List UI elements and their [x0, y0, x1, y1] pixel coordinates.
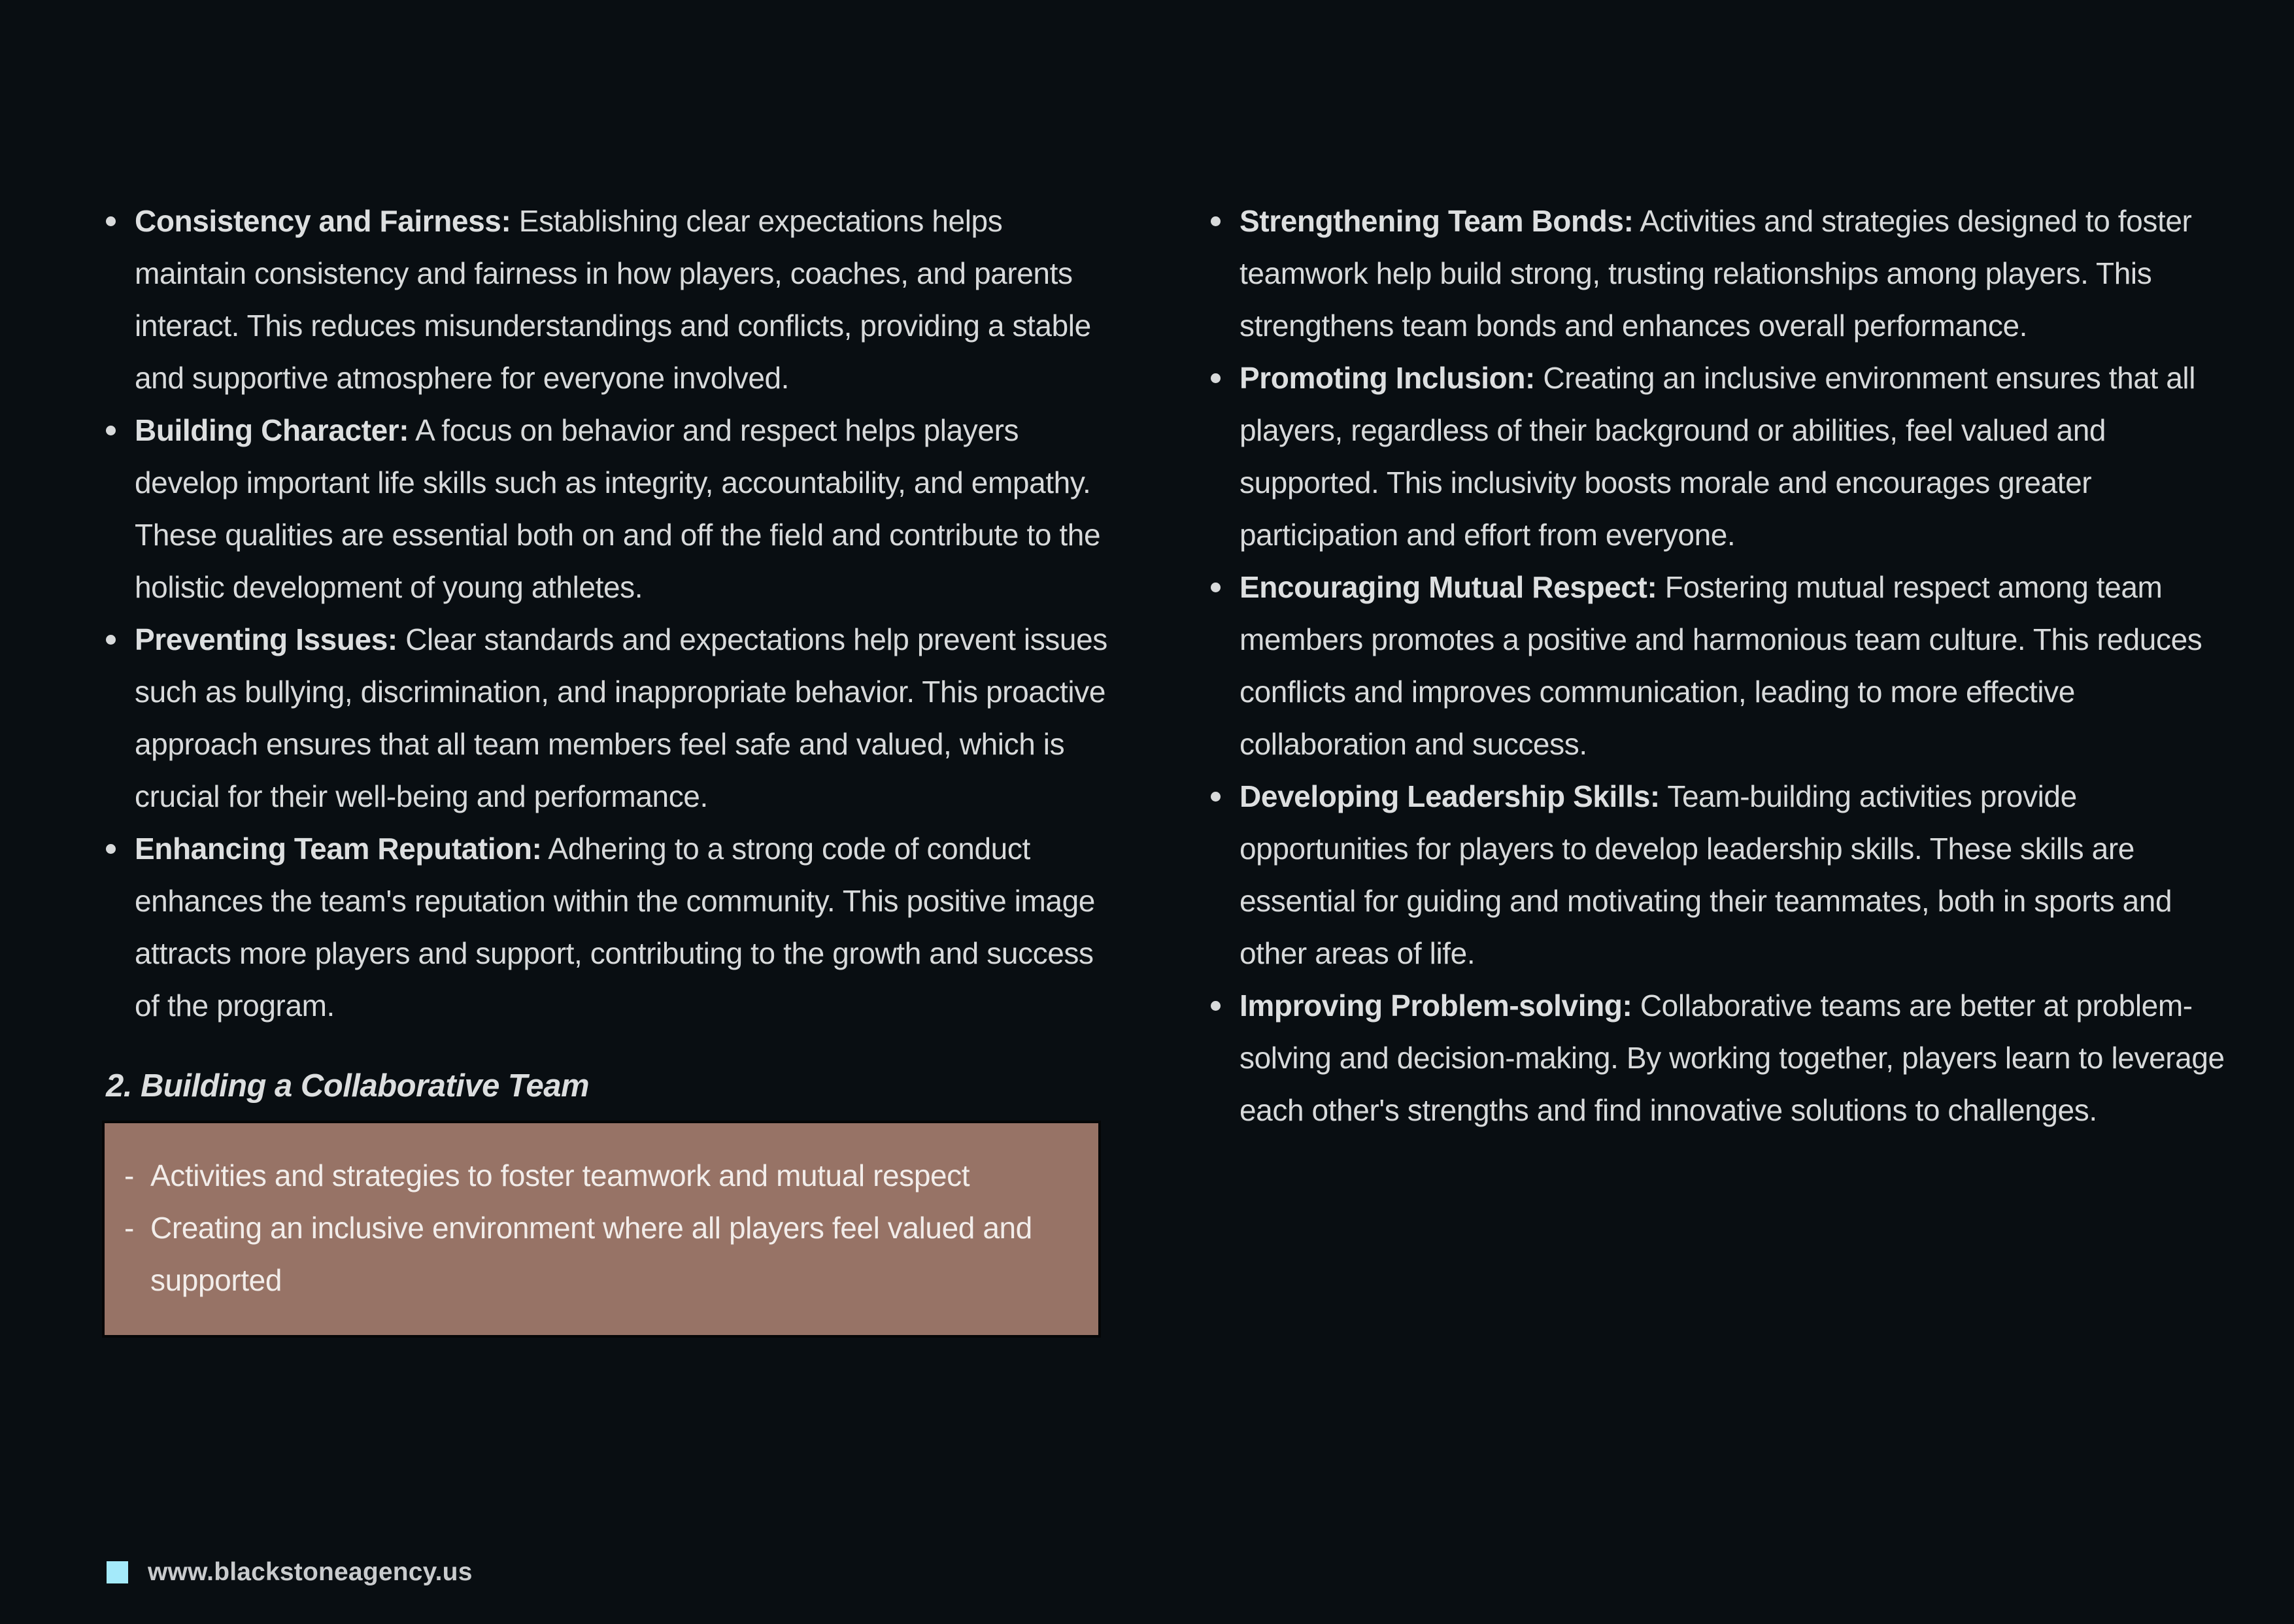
- left-column: [105, 195, 1118, 1338]
- bullet-body: Creating an inclusive environment ensures that all players, regardless of their background or abilities, feel valued and supported. This inclusivity boosts morale and encourages greater participation and effort from everyone.: [1240, 361, 2196, 552]
- bullet-body: Team-building activities provide opportunities for players to develop leadership skills. These skills are essential for guiding and motivating their teammates, both in sports and other areas of life.: [1240, 779, 2172, 970]
- highlight-box-list: [123, 1149, 1039, 1306]
- bullet-title: Promoting Inclusion:: [1240, 361, 1535, 395]
- bullet-icon: [106, 635, 116, 645]
- highlight-box: [102, 1121, 1101, 1338]
- bullet-icon: [1211, 1001, 1221, 1011]
- bullet-title: Enhancing Team Reputation:: [135, 832, 542, 866]
- bullet-body: Establishing clear expectations helps maintain consistency and fairness in how players, coaches, and parents interact. This reduces misunderstandings and conflicts, providing a stable and supportive atmosphere for everyone involved.: [135, 204, 1091, 395]
- bullet-title: Preventing Issues:: [135, 622, 397, 656]
- list-item: [1209, 770, 2229, 979]
- bullet-body: A focus on behavior and respect helps players develop important life skills such as integrity, accountability, and empathy. These qualities are essential both on and off the field and contribute to the holistic development of young athletes.: [135, 413, 1101, 604]
- list-item: [123, 1149, 1039, 1202]
- bullet-title: Encouraging Mutual Respect:: [1240, 570, 1657, 604]
- list-item: [1209, 352, 2229, 561]
- bullet-icon: [106, 844, 116, 854]
- list-item: [105, 404, 1118, 613]
- bullet-icon: [106, 216, 116, 226]
- list-item: [105, 822, 1118, 1032]
- list-item: [105, 613, 1118, 822]
- bullet-icon: [1211, 583, 1221, 592]
- bullet-body: Adhering to a strong code of conduct enhances the team's reputation within the community. This positive image attracts more players and support, contributing to the growth and success of the program.: [135, 832, 1095, 1023]
- dash-icon: -: [124, 1211, 134, 1245]
- bullet-title: Consistency and Fairness:: [135, 204, 511, 238]
- bullet-icon: [106, 426, 116, 435]
- bullet-icon: [1211, 792, 1221, 802]
- list-item: [1209, 979, 2229, 1136]
- left-bullet-list: [105, 195, 1118, 1032]
- bullet-body: Clear standards and expectations help prevent issues such as bullying, discrimination, and inappropriate behavior. This proactive approach ensures that all team members feel safe and valued, which is crucial for their well-being and performance.: [135, 622, 1107, 813]
- list-item: [1209, 561, 2229, 770]
- dash-icon: -: [124, 1159, 134, 1193]
- brand-square-icon: [107, 1561, 128, 1583]
- footer: [107, 1558, 473, 1587]
- list-item: [1209, 195, 2229, 352]
- list-item: [105, 195, 1118, 404]
- highlight-item-text: Creating an inclusive environment where all players feel valued and supported: [150, 1211, 1032, 1297]
- right-bullet-list: [1209, 195, 2229, 1136]
- highlight-item-text: Activities and strategies to foster teamwork and mutual respect: [150, 1159, 970, 1193]
- bullet-body: Collaborative teams are better at problem-solving and decision-making. By working together, players learn to leverage each other's strengths and find innovative solutions to challenges.: [1240, 989, 2225, 1127]
- bullet-title: Developing Leadership Skills:: [1240, 779, 1660, 813]
- bullet-body: Fostering mutual respect among team members promotes a positive and harmonious team culture. This reduces conflicts and improves communication, leading to more effective collaboration and success.: [1240, 570, 2202, 761]
- bullet-icon: [1211, 373, 1221, 383]
- bullet-title: Strengthening Team Bonds:: [1240, 204, 1634, 238]
- section-heading: 2. Building a Collaborative Team: [106, 1068, 590, 1104]
- bullet-title: Improving Problem-solving:: [1240, 989, 1632, 1023]
- footer-website: www.blackstoneagency.us: [148, 1558, 473, 1586]
- right-column: [1209, 195, 2229, 1136]
- bullet-body: Activities and strategies designed to foster teamwork help build strong, trusting relationships among players. This strengthens team bonds and enhances overall performance.: [1240, 204, 2192, 343]
- bullet-icon: [1211, 216, 1221, 226]
- bullet-title: Building Character:: [135, 413, 409, 447]
- list-item: [123, 1202, 1039, 1306]
